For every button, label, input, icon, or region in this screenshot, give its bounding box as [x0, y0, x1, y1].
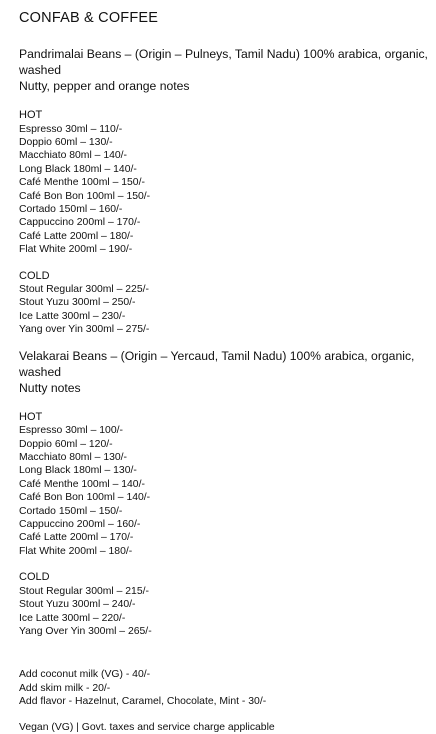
- hot-label: HOT: [19, 410, 43, 423]
- addon-item: Add coconut milk (VG) - 40/-: [19, 669, 151, 681]
- menu-item: Café Menthe 100ml – 140/-: [19, 478, 145, 490]
- menu-item: Espresso 30ml – 100/-: [19, 425, 123, 437]
- hot-label: HOT: [19, 109, 43, 121]
- bean-section-pandrimalai: [19, 46, 429, 337]
- cold-list: [19, 283, 429, 337]
- menu-item: Café Bon Bon 100ml – 150/-: [19, 190, 151, 202]
- addon-item: Add skim milk - 20/-: [19, 682, 111, 694]
- menu-item: Ice Latte 300ml – 230/-: [19, 310, 126, 322]
- menu-item: Espresso 30ml – 110/-: [19, 123, 123, 135]
- footer-note: Vegan (VG) | Govt. taxes and service charge applicable: [19, 721, 275, 733]
- menu-item: Cappuccino 200ml – 160/-: [19, 519, 141, 531]
- menu-item: Stout Regular 300ml – 225/-: [19, 284, 149, 296]
- menu-item: Cortado 150ml – 160/-: [19, 203, 123, 215]
- menu-item: Stout Regular 300ml – 215/-: [19, 585, 149, 597]
- menu-item: Café Menthe 100ml – 150/-: [19, 177, 145, 189]
- menu-item: Café Latte 200ml – 170/-: [19, 532, 134, 544]
- menu-item: Macchiato 80ml – 130/-: [19, 452, 128, 463]
- menu-title: CONFAB & COFFEE: [19, 10, 159, 26]
- hot-list: [19, 123, 429, 257]
- menu-item: Cortado 150ml – 150/-: [19, 505, 123, 517]
- bean-heading: Velakarai Beans – (Origin – Yercaud, Tamil Nadu) 100% arabica, organic, washed: [19, 348, 415, 379]
- menu-item: Stout Yuzu 300ml – 250/-: [19, 297, 136, 309]
- menu-item: Ice Latte 300ml – 220/-: [19, 612, 126, 624]
- bean-notes: Nutty notes: [19, 380, 81, 395]
- menu-item: Long Black 180ml – 130/-: [19, 465, 137, 477]
- menu-item: Café Latte 200ml – 180/-: [19, 230, 134, 242]
- menu-item: Doppio 60ml – 130/-: [19, 136, 113, 148]
- cold-list: [19, 585, 429, 639]
- menu-item: Cappuccino 200ml – 170/-: [19, 217, 141, 229]
- bean-notes: Nutty, pepper and orange notes: [19, 79, 190, 93]
- menu-item: Long Black 180ml – 140/-: [19, 163, 137, 175]
- hot-list: [19, 424, 429, 558]
- cold-label: COLD: [19, 269, 50, 282]
- menu-item: Yang Over Yin 300ml – 265/-: [19, 625, 152, 637]
- menu-item: Café Bon Bon 100ml – 140/-: [19, 492, 151, 504]
- bean-section-velakarai: [19, 348, 429, 639]
- menu-page: [19, 10, 429, 734]
- cold-label: COLD: [19, 571, 50, 584]
- menu-item: Macchiato 80ml – 140/-: [19, 150, 128, 162]
- menu-item: Flat White 200ml – 180/-: [19, 545, 133, 557]
- menu-item: Stout Yuzu 300ml – 240/-: [19, 599, 136, 611]
- addon-item: Add flavor - Hazelnut, Caramel, Chocolate, Mint - 30/-: [19, 696, 267, 708]
- menu-item: Yang over Yin 300ml – 275/-: [19, 324, 150, 336]
- addons-list: [19, 668, 429, 708]
- menu-item: Doppio 60ml – 120/-: [19, 438, 113, 450]
- bean-heading: Pandrimalai Beans – (Origin – Pulneys, Tamil Nadu) 100% arabica, organic, washed: [19, 47, 428, 77]
- menu-item: Flat White 200ml – 190/-: [19, 244, 133, 256]
